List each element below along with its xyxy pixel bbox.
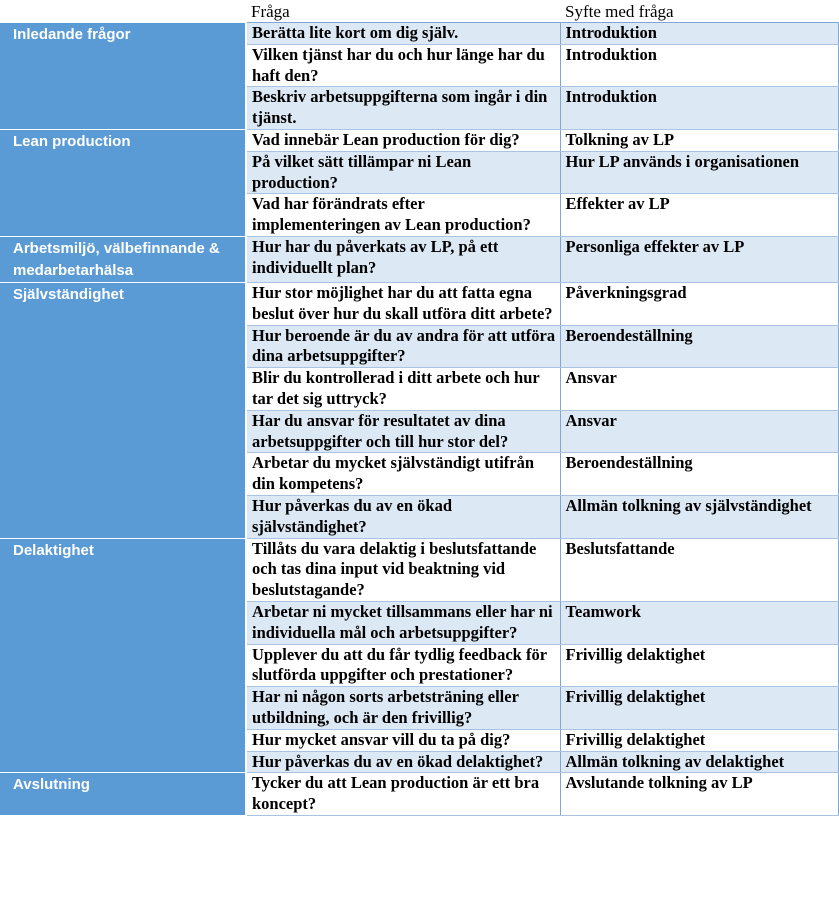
purpose-cell: Beslutsfattande [560,538,838,601]
category-cell: Inledande frågor [0,23,246,130]
header-category-blank [0,0,246,23]
purpose-cell: Påverkningsgrad [560,282,838,325]
question-cell: Hur stor möjlighet har du att fatta egna beslut över hur du skall utföra ditt arbete? [246,282,560,325]
question-cell: Hur har du påverkats av LP, på ett individuellt plan? [246,236,560,282]
purpose-cell: Avslutande tolkning av LP [560,773,838,816]
header-question: Fråga [246,0,560,23]
question-cell: Vad har förändrats efter implementeringen av Lean production? [246,194,560,237]
question-cell: Vilken tjänst har du och hur länge har du haft den? [246,44,560,87]
purpose-cell: Frivillig delaktighet [560,729,838,751]
category-cell: Arbetsmiljö, välbefinnande & medarbetarhälsa [0,236,246,282]
purpose-cell: Introduktion [560,87,838,130]
question-cell: Hur beroende är du av andra för att utföra dina arbetsuppgifter? [246,325,560,368]
question-cell: Arbetar ni mycket tillsammans eller har ni individuella mål och arbetsuppgifter? [246,601,560,644]
purpose-cell: Introduktion [560,44,838,87]
table-row [0,23,838,45]
table-row [0,538,838,601]
category-cell: Delaktighet [0,538,246,773]
table-row [0,129,838,151]
header-row [0,0,838,23]
table-row [0,236,838,282]
table-row [0,773,838,816]
question-cell: Hur påverkas du av en ökad delaktighet? [246,751,560,773]
purpose-cell: Teamwork [560,601,838,644]
question-cell: Tycker du att Lean production är ett bra koncept? [246,773,560,816]
question-cell: Beskriv arbetsuppgifterna som ingår i din tjänst. [246,87,560,130]
purpose-cell: Beroendeställning [560,453,838,496]
purpose-cell: Personliga effekter av LP [560,236,838,282]
purpose-cell: Tolkning av LP [560,129,838,151]
header-purpose: Syfte med fråga [560,0,838,23]
purpose-cell: Effekter av LP [560,194,838,237]
purpose-cell: Ansvar [560,368,838,411]
purpose-cell: Beroendeställning [560,325,838,368]
purpose-cell: Frivillig delaktighet [560,644,838,687]
category-cell: Lean production [0,129,246,236]
purpose-cell: Allmän tolkning av delaktighet [560,751,838,773]
question-cell: Hur mycket ansvar vill du ta på dig? [246,729,560,751]
question-cell: Blir du kontrollerad i ditt arbete och hur tar det sig uttryck? [246,368,560,411]
question-cell: Vad innebär Lean production för dig? [246,129,560,151]
table-row [0,282,838,325]
category-cell: Avslutning [0,773,246,816]
question-cell: Arbetar du mycket självständigt utifrån din kompetens? [246,453,560,496]
table-body [0,23,838,816]
question-cell: Hur påverkas du av en ökad självständighet? [246,495,560,538]
question-cell: Berätta lite kort om dig själv. [246,23,560,45]
question-cell: Har du ansvar för resultatet av dina arbetsuppgifter och till hur stor del? [246,410,560,453]
purpose-cell: Frivillig delaktighet [560,687,838,730]
question-cell: Upplever du att du får tydlig feedback för slutförda uppgifter och prestationer? [246,644,560,687]
purpose-cell: Ansvar [560,410,838,453]
purpose-cell: Introduktion [560,23,838,45]
category-cell: Självständighet [0,282,246,538]
question-cell: Tillåts du vara delaktig i beslutsfattande och tas dina input vid beaktning vid beslutstagande? [246,538,560,601]
question-cell: Har ni någon sorts arbetsträning eller utbildning, och är den frivillig? [246,687,560,730]
purpose-cell: Allmän tolkning av självständighet [560,495,838,538]
purpose-cell: Hur LP används i organisationen [560,151,838,194]
question-cell: På vilket sätt tillämpar ni Lean production? [246,151,560,194]
